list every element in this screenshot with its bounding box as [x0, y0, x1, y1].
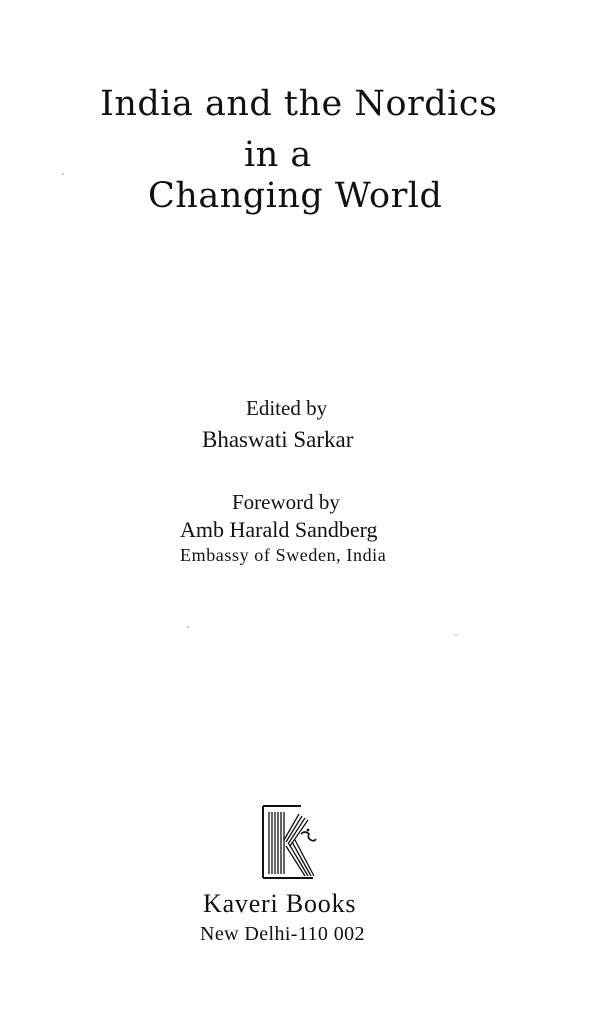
- foreword-by-label: Foreword by: [232, 490, 340, 514]
- edited-by-label: Edited by: [246, 396, 328, 420]
- publisher-location: New Delhi-110 002: [200, 923, 365, 945]
- book-title-line-2: in a: [244, 135, 312, 175]
- editor-name: Bhaswati Sarkar: [202, 427, 354, 452]
- paper-speck: [187, 626, 189, 628]
- paper-speck: [455, 634, 457, 636]
- publisher-name: Kaveri Books: [203, 889, 357, 918]
- book-title-line-1: India and the Nordics: [100, 84, 498, 124]
- paper-speck: [62, 173, 64, 175]
- book-title-line-3: Changing World: [148, 176, 443, 216]
- kaveri-books-logo-icon: [261, 804, 319, 880]
- foreword-author-name: Amb Harald Sandberg: [180, 517, 378, 542]
- foreword-author-affiliation: Embassy of Sweden, India: [180, 545, 387, 565]
